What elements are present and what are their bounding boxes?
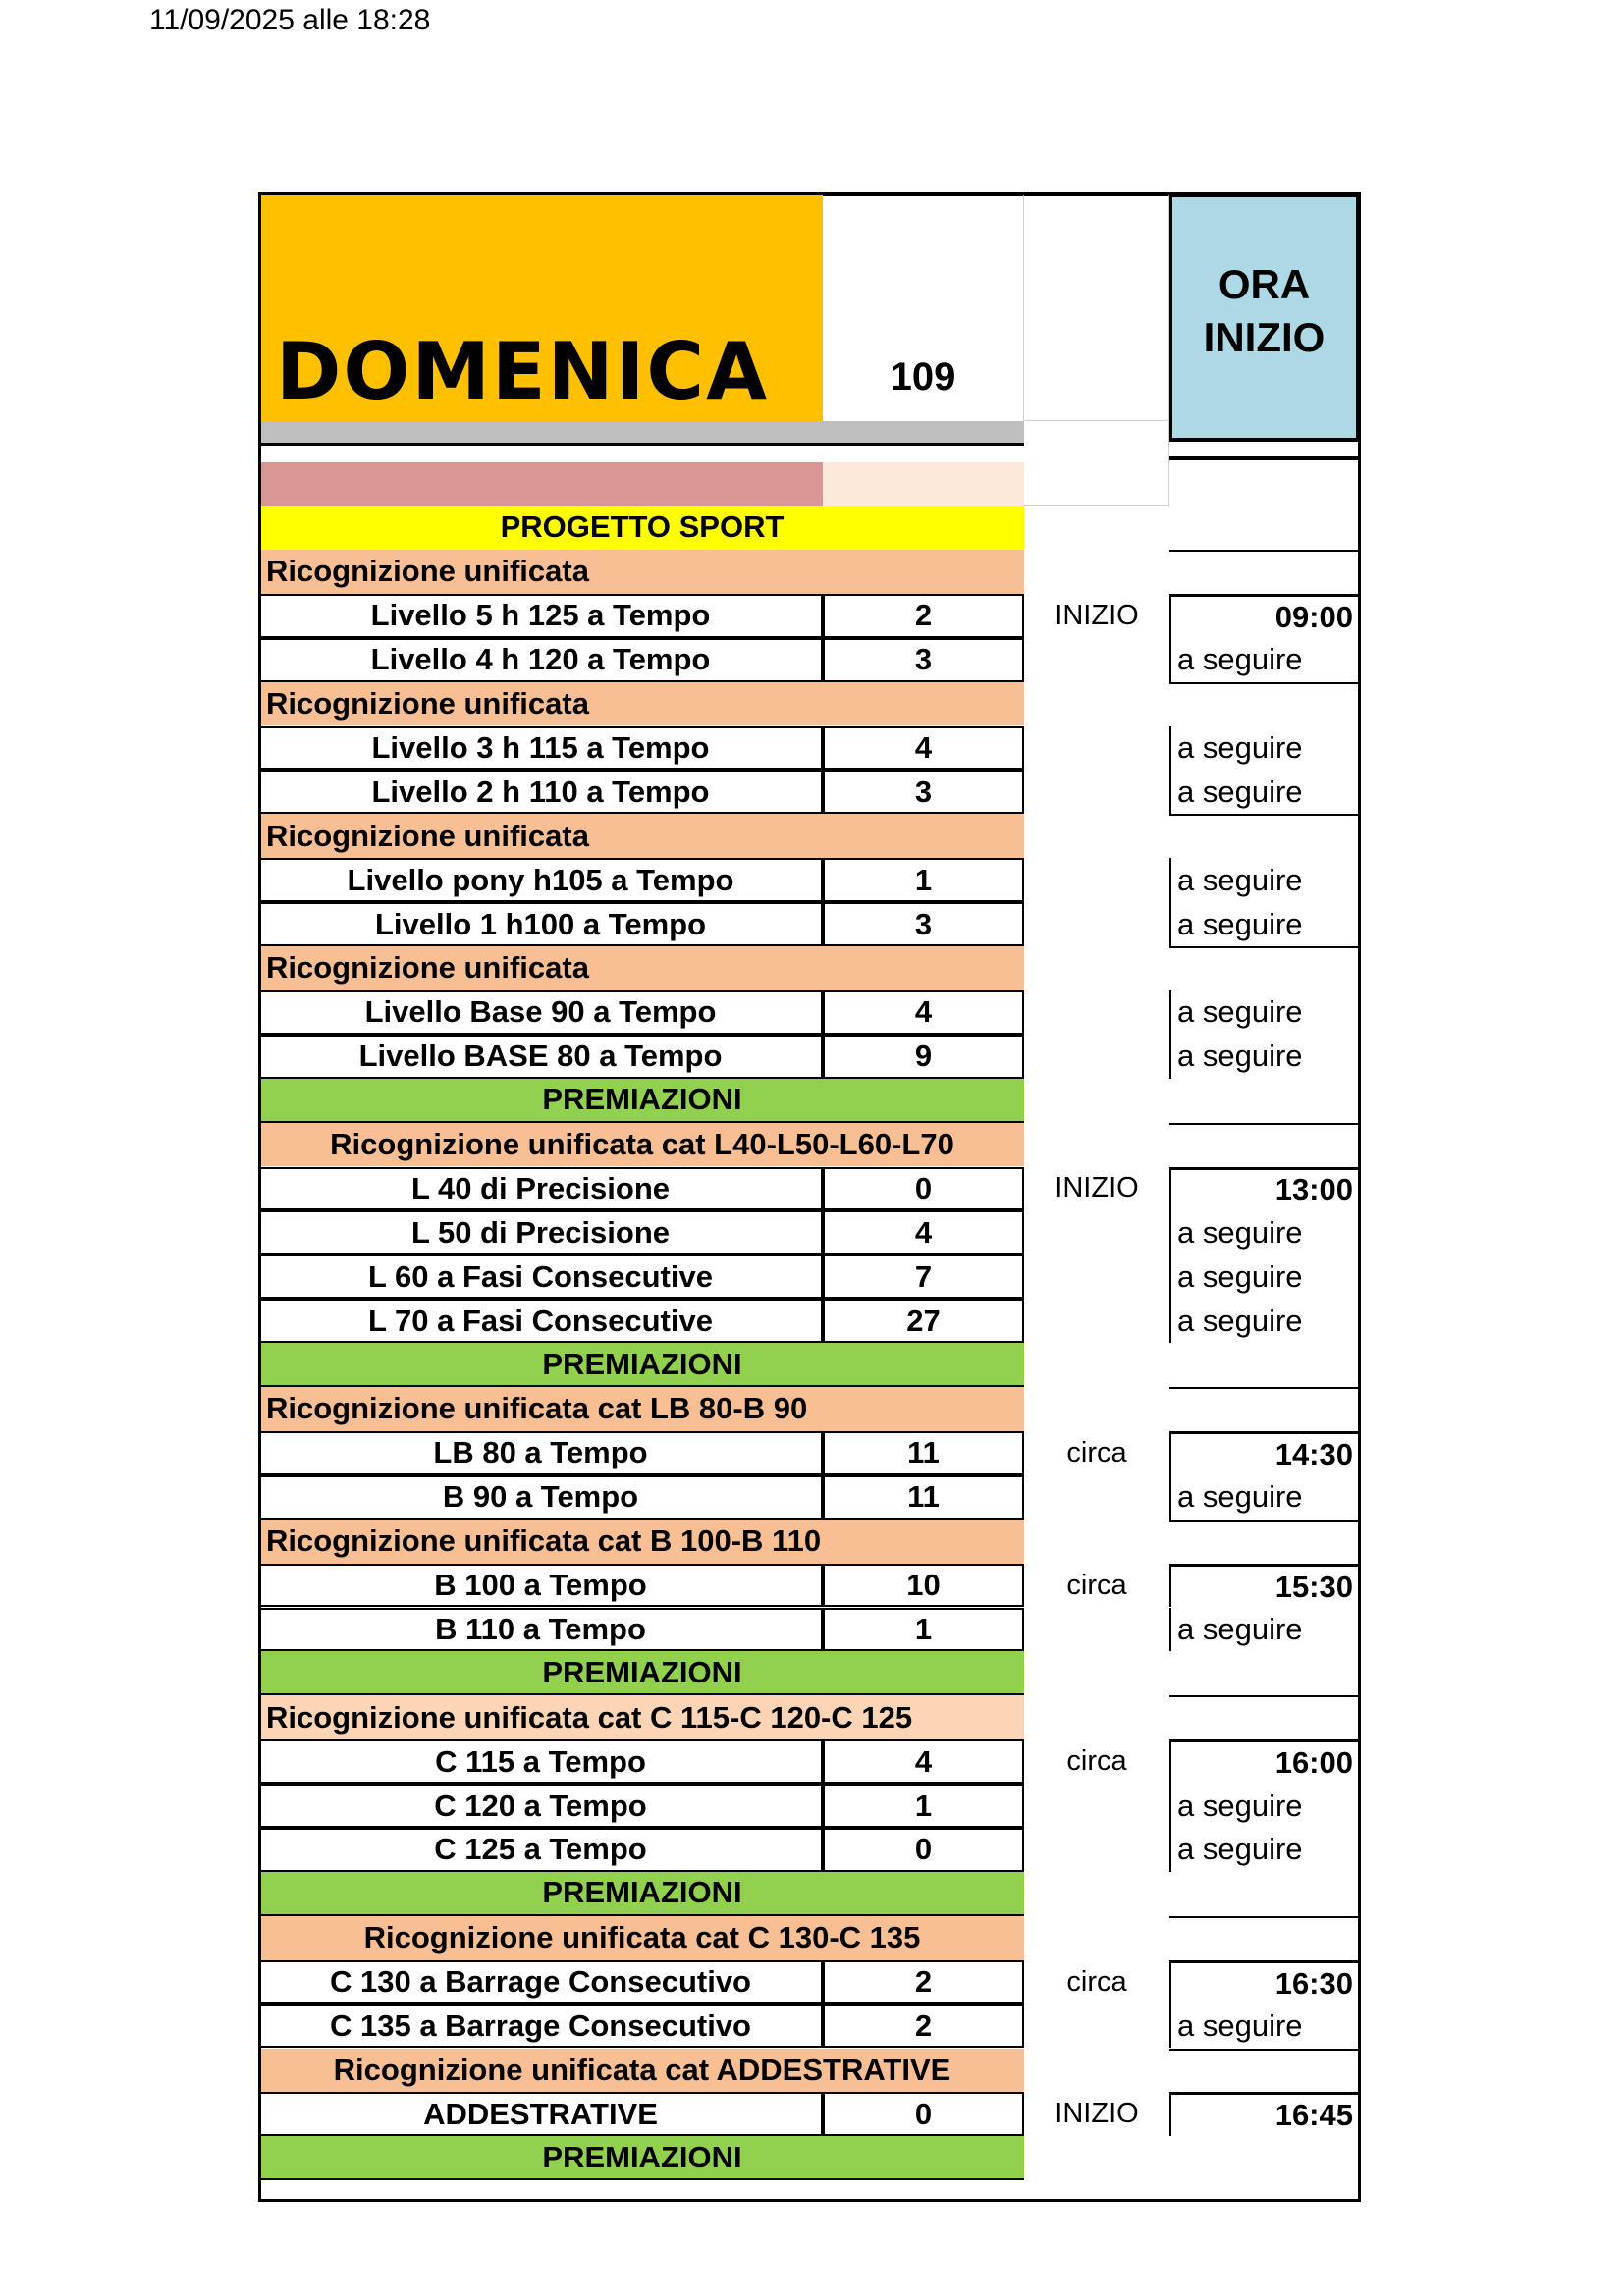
time-blank-cell: [1169, 1695, 1359, 1739]
awards-banner: PREMIAZIONI: [260, 1343, 1024, 1387]
class-name: C 135 a Barrage Consecutivo: [260, 2004, 823, 2049]
start-time: a seguire: [1169, 638, 1359, 682]
start-time: 16:00: [1169, 1739, 1359, 1784]
frame-left: [258, 192, 261, 2202]
time-column-header: [1169, 194, 1359, 442]
class-name: ADDESTRATIVE: [260, 2092, 823, 2136]
gray-band: [260, 421, 1024, 443]
project-banner: PROGETTO SPORT: [260, 506, 1024, 550]
start-time: a seguire: [1169, 1784, 1359, 1828]
frame-top: [258, 192, 1361, 195]
start-time: a seguire: [1169, 2004, 1359, 2049]
entry-count: 4: [823, 1739, 1024, 1784]
entry-count: 0: [823, 1167, 1024, 1211]
class-name: Livello 1 h100 a Tempo: [260, 902, 823, 946]
time-header-line-1: ORA: [1218, 261, 1311, 307]
entry-count: 10: [823, 1564, 1024, 1608]
entry-count: 9: [823, 1035, 1024, 1079]
peach-band: [823, 462, 1024, 506]
class-name: Livello 4 h 120 a Tempo: [260, 638, 823, 682]
class-name: Livello Base 90 a Tempo: [260, 990, 823, 1035]
class-name: Livello 3 h 115 a Tempo: [260, 726, 823, 771]
start-time: a seguire: [1169, 1035, 1359, 1079]
class-name: B 110 a Tempo: [260, 1608, 823, 1652]
entry-count: 3: [823, 638, 1024, 682]
time-column-rule: [1169, 456, 1359, 460]
time-blank-cell: [1169, 946, 1359, 990]
entry-count: 0: [823, 2092, 1024, 2136]
class-name: B 90 a Tempo: [260, 1475, 823, 1520]
awards-banner: PREMIAZIONI: [260, 2136, 1024, 2180]
class-name: Livello 2 h 110 a Tempo: [260, 770, 823, 814]
start-time: 14:30: [1169, 1431, 1359, 1475]
frame-bottom: [258, 2199, 1361, 2202]
class-name: L 70 a Fasi Consecutive: [260, 1299, 823, 1343]
start-time: a seguire: [1169, 990, 1359, 1035]
entry-count: 11: [823, 1475, 1024, 1520]
start-time: 15:30: [1169, 1564, 1359, 1608]
recon-header: Ricognizione unificata: [260, 946, 1024, 990]
start-note: circa: [1066, 1965, 1127, 1998]
time-blank-cell: [1169, 1123, 1359, 1167]
entry-count: 1: [823, 1608, 1024, 1652]
recon-header: Ricognizione unificata: [260, 814, 1024, 858]
class-name: Livello 5 h 125 a Tempo: [260, 594, 823, 638]
entry-count: 2: [823, 594, 1024, 638]
time-blank-cell: [1169, 1387, 1359, 1431]
recon-header: Ricognizione unificata cat B 100-B 110: [260, 1520, 1024, 1564]
class-name: C 115 a Tempo: [260, 1739, 823, 1784]
class-name: C 120 a Tempo: [260, 1784, 823, 1828]
class-name: C 125 a Tempo: [260, 1828, 823, 1872]
class-name: L 50 di Precisione: [260, 1210, 823, 1255]
start-time: 13:00: [1169, 1167, 1359, 1211]
class-name: Livello BASE 80 a Tempo: [260, 1035, 823, 1079]
start-time: a seguire: [1169, 858, 1359, 902]
start-time: a seguire: [1169, 1608, 1359, 1652]
awards-banner: PREMIAZIONI: [260, 1651, 1024, 1695]
awards-banner: PREMIAZIONI: [260, 1079, 1024, 1123]
start-note: circa: [1066, 1436, 1127, 1468]
start-note: circa: [1066, 1745, 1127, 1778]
time-blank-cell: [1169, 682, 1359, 726]
start-time: a seguire: [1169, 1210, 1359, 1255]
time-header-line-2: INIZIO: [1203, 314, 1326, 360]
time-blank-cell: [1169, 1916, 1359, 1960]
entry-count: 1: [823, 1784, 1024, 1828]
class-name: L 40 di Precisione: [260, 1167, 823, 1211]
start-time: a seguire: [1169, 1475, 1359, 1520]
class-name: C 130 a Barrage Consecutivo: [260, 1960, 823, 2004]
start-note: INIZIO: [1055, 1172, 1139, 1204]
recon-header: Ricognizione unificata cat LB 80-B 90: [260, 1387, 1024, 1431]
entry-count: 1: [823, 858, 1024, 902]
entry-count: 11: [823, 1431, 1024, 1475]
entry-count: 27: [823, 1299, 1024, 1343]
start-time: a seguire: [1169, 1255, 1359, 1299]
recon-header: Ricognizione unificata cat C 115-C 120-C 125: [260, 1695, 1024, 1739]
start-note: INIZIO: [1055, 2098, 1139, 2130]
time-blank-cell: [1169, 550, 1359, 594]
entry-count: 2: [823, 1960, 1024, 2004]
header-blank-cell: [1024, 194, 1169, 421]
recon-header: Ricognizione unificata cat ADDESTRATIVE: [260, 2049, 1024, 2093]
recon-header: Ricognizione unificata cat L40-L50-L60-L70: [260, 1123, 1024, 1167]
start-time: a seguire: [1169, 770, 1359, 814]
entry-count: 2: [823, 2004, 1024, 2049]
blank-note-cell: [1024, 421, 1169, 506]
time-blank-cell: [1169, 814, 1359, 858]
start-note: circa: [1066, 1569, 1127, 1601]
entry-count: 4: [823, 726, 1024, 771]
frame-right: [1358, 192, 1361, 2202]
time-blank-cell: [1169, 1520, 1359, 1564]
rose-band: [260, 462, 823, 506]
blank-band: [260, 443, 1024, 462]
entry-count: 3: [823, 770, 1024, 814]
class-name: Livello pony h105 a Tempo: [260, 858, 823, 902]
start-time: 09:00: [1169, 594, 1359, 638]
time-blank-cell: [1169, 2049, 1359, 2093]
print-timestamp: 11/09/2025 alle 18:28: [149, 4, 431, 36]
recon-header: Ricognizione unificata: [260, 550, 1024, 594]
start-time: 16:30: [1169, 1960, 1359, 2004]
entry-count: 3: [823, 902, 1024, 946]
entry-count: 0: [823, 1828, 1024, 1872]
awards-banner: PREMIAZIONI: [260, 1872, 1024, 1916]
day-title: DOMENICA: [260, 194, 823, 421]
class-name: B 100 a Tempo: [260, 1564, 823, 1608]
start-time: 16:45: [1169, 2092, 1359, 2136]
entry-count: 4: [823, 1210, 1024, 1255]
start-time: a seguire: [1169, 1828, 1359, 1872]
total-count: 109: [823, 194, 1024, 421]
entry-count: 7: [823, 1255, 1024, 1299]
class-name: L 60 a Fasi Consecutive: [260, 1255, 823, 1299]
recon-header: Ricognizione unificata cat C 130-C 135: [260, 1916, 1024, 1960]
start-time: a seguire: [1169, 902, 1359, 946]
recon-header: Ricognizione unificata: [260, 682, 1024, 726]
start-note: INIZIO: [1055, 599, 1139, 631]
entry-count: 4: [823, 990, 1024, 1035]
start-time: a seguire: [1169, 1299, 1359, 1343]
start-time: a seguire: [1169, 726, 1359, 771]
class-name: LB 80 a Tempo: [260, 1431, 823, 1475]
